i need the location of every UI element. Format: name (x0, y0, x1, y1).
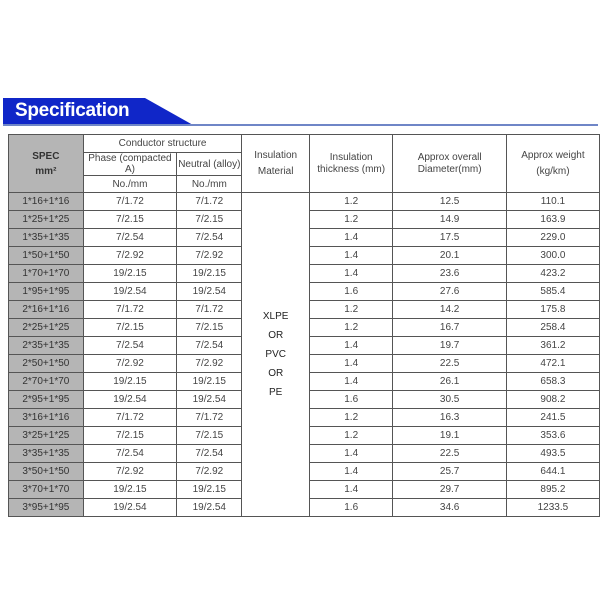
phase-cell: 7/2.54 (83, 229, 177, 247)
spec-cell: 1*16+1*16 (9, 193, 84, 211)
header-spec (9, 135, 84, 193)
header-spec-unit: mm² (35, 165, 57, 177)
diameter-cell: 16.7 (393, 319, 506, 337)
material-line: OR (268, 368, 284, 379)
phase-cell: 19/2.15 (83, 373, 177, 391)
phase-cell: 19/2.54 (83, 391, 177, 409)
diameter-cell: 25.7 (393, 463, 506, 481)
neutral-cell: 19/2.54 (177, 283, 242, 301)
phase-cell: 7/2.92 (83, 247, 177, 265)
spec-cell: 2*70+1*70 (9, 373, 84, 391)
weight-cell: 423.2 (506, 265, 599, 283)
spec-cell: 1*35+1*35 (9, 229, 84, 247)
neutral-cell: 7/2.92 (177, 355, 242, 373)
weight-cell: 644.1 (506, 463, 599, 481)
thickness-cell: 1.4 (309, 247, 393, 265)
header-weight: Approx weight (kg/km) (506, 135, 599, 193)
spec-cell: 2*16+1*16 (9, 301, 84, 319)
thickness-cell: 1.4 (309, 373, 393, 391)
neutral-cell: 19/2.15 (177, 265, 242, 283)
phase-cell: 7/2.15 (83, 319, 177, 337)
weight-cell: 585.4 (506, 283, 599, 301)
spec-cell: 3*25+1*25 (9, 427, 84, 445)
section-title: Specification (15, 100, 130, 121)
header-diameter: Approx overall Diameter(mm) (393, 135, 506, 193)
neutral-cell: 7/2.92 (177, 247, 242, 265)
neutral-cell: 7/2.15 (177, 211, 242, 229)
phase-cell: 7/1.72 (83, 409, 177, 427)
thickness-cell: 1.2 (309, 193, 393, 211)
weight-cell: 175.8 (506, 301, 599, 319)
thickness-cell: 1.2 (309, 409, 393, 427)
weight-cell: 353.6 (506, 427, 599, 445)
header-neutral-unit: No./mm (177, 176, 242, 193)
thickness-cell: 1.4 (309, 265, 393, 283)
phase-cell: 7/2.54 (83, 337, 177, 355)
diameter-cell: 29.7 (393, 481, 506, 499)
diameter-cell: 20.1 (393, 247, 506, 265)
header-spec-label: SPEC (32, 150, 60, 162)
weight-cell: 163.9 (506, 211, 599, 229)
table-row (9, 193, 600, 211)
weight-cell: 258.4 (506, 319, 599, 337)
neutral-cell: 7/2.15 (177, 427, 242, 445)
header-conductor: Conductor structure (83, 135, 242, 153)
spec-cell: 1*50+1*50 (9, 247, 84, 265)
weight-cell: 241.5 (506, 409, 599, 427)
diameter-cell: 16.3 (393, 409, 506, 427)
material-line: PE (269, 387, 283, 398)
specification-table (8, 134, 600, 517)
weight-cell: 110.1 (506, 193, 599, 211)
diameter-cell: 14.2 (393, 301, 506, 319)
weight-cell: 895.2 (506, 481, 599, 499)
thickness-cell: 1.6 (309, 283, 393, 301)
table-body (9, 193, 600, 517)
diameter-cell: 19.7 (393, 337, 506, 355)
weight-cell: 1233.5 (506, 499, 599, 517)
weight-cell: 229.0 (506, 229, 599, 247)
weight-cell: 300.0 (506, 247, 599, 265)
thickness-cell: 1.2 (309, 211, 393, 229)
spec-cell: 3*50+1*50 (9, 463, 84, 481)
header-neutral: Neutral (alloy) (177, 153, 242, 176)
diameter-cell: 17.5 (393, 229, 506, 247)
header-insulation-material: Insulation Material (242, 135, 309, 193)
thickness-cell: 1.2 (309, 319, 393, 337)
material-line: XLPE (262, 311, 289, 322)
spec-cell: 2*50+1*50 (9, 355, 84, 373)
neutral-cell: 19/2.54 (177, 499, 242, 517)
neutral-cell: 7/1.72 (177, 193, 242, 211)
thickness-cell: 1.6 (309, 391, 393, 409)
spec-cell: 1*70+1*70 (9, 265, 84, 283)
phase-cell: 19/2.54 (83, 499, 177, 517)
spec-cell: 1*25+1*25 (9, 211, 84, 229)
insulation-material-cell (242, 193, 309, 517)
header-insulation-thickness: Insulation thickness (mm) (309, 135, 393, 193)
header-phase: Phase (compacted A) (83, 153, 177, 176)
diameter-cell: 22.5 (393, 445, 506, 463)
phase-cell: 19/2.15 (83, 265, 177, 283)
spec-cell: 2*95+1*95 (9, 391, 84, 409)
banner-underline (3, 124, 598, 126)
neutral-cell: 7/2.15 (177, 319, 242, 337)
weight-cell: 908.2 (506, 391, 599, 409)
phase-cell: 7/2.15 (83, 211, 177, 229)
neutral-cell: 7/1.72 (177, 301, 242, 319)
diameter-cell: 14.9 (393, 211, 506, 229)
thickness-cell: 1.4 (309, 463, 393, 481)
diameter-cell: 19.1 (393, 427, 506, 445)
neutral-cell: 7/2.54 (177, 229, 242, 247)
neutral-cell: 7/2.92 (177, 463, 242, 481)
header-phase-unit: No./mm (83, 176, 177, 193)
section-banner (3, 98, 598, 126)
spec-cell: 3*35+1*35 (9, 445, 84, 463)
thickness-cell: 1.2 (309, 301, 393, 319)
neutral-cell: 19/2.54 (177, 391, 242, 409)
material-line: PVC (265, 349, 286, 360)
thickness-cell: 1.4 (309, 481, 393, 499)
weight-cell: 472.1 (506, 355, 599, 373)
spec-cell: 2*35+1*35 (9, 337, 84, 355)
neutral-cell: 19/2.15 (177, 481, 242, 499)
thickness-cell: 1.4 (309, 445, 393, 463)
diameter-cell: 27.6 (393, 283, 506, 301)
diameter-cell: 12.5 (393, 193, 506, 211)
thickness-cell: 1.4 (309, 337, 393, 355)
thickness-cell: 1.6 (309, 499, 393, 517)
spec-cell: 2*25+1*25 (9, 319, 84, 337)
thickness-cell: 1.2 (309, 427, 393, 445)
spec-cell: 3*70+1*70 (9, 481, 84, 499)
spec-cell: 3*95+1*95 (9, 499, 84, 517)
neutral-cell: 19/2.15 (177, 373, 242, 391)
spec-cell: 3*16+1*16 (9, 409, 84, 427)
phase-cell: 7/1.72 (83, 301, 177, 319)
neutral-cell: 7/2.54 (177, 445, 242, 463)
neutral-cell: 7/2.54 (177, 337, 242, 355)
diameter-cell: 23.6 (393, 265, 506, 283)
thickness-cell: 1.4 (309, 355, 393, 373)
weight-cell: 493.5 (506, 445, 599, 463)
diameter-cell: 26.1 (393, 373, 506, 391)
diameter-cell: 30.5 (393, 391, 506, 409)
phase-cell: 7/2.54 (83, 445, 177, 463)
diameter-cell: 22.5 (393, 355, 506, 373)
phase-cell: 7/2.92 (83, 355, 177, 373)
phase-cell: 19/2.15 (83, 481, 177, 499)
material-line: OR (268, 330, 284, 341)
neutral-cell: 7/1.72 (177, 409, 242, 427)
phase-cell: 19/2.54 (83, 283, 177, 301)
thickness-cell: 1.4 (309, 229, 393, 247)
spec-cell: 1*95+1*95 (9, 283, 84, 301)
phase-cell: 7/1.72 (83, 193, 177, 211)
phase-cell: 7/2.92 (83, 463, 177, 481)
phase-cell: 7/2.15 (83, 427, 177, 445)
weight-cell: 658.3 (506, 373, 599, 391)
weight-cell: 361.2 (506, 337, 599, 355)
diameter-cell: 34.6 (393, 499, 506, 517)
